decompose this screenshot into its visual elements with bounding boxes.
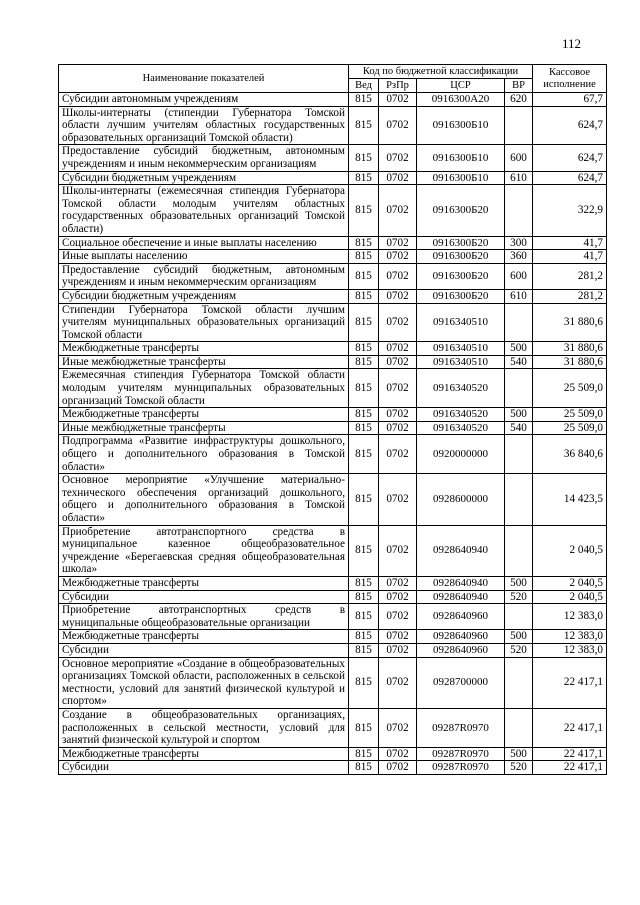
row-csr: 0916340510	[417, 355, 505, 369]
row-vr: 540	[505, 421, 533, 435]
row-rzpr: 0702	[379, 474, 417, 525]
row-rzpr: 0702	[379, 630, 417, 644]
row-rzpr: 0702	[379, 93, 417, 107]
row-rzpr: 0702	[379, 435, 417, 474]
row-vr: 600	[505, 145, 533, 171]
row-vr	[505, 106, 533, 145]
row-ved: 815	[349, 236, 379, 250]
row-amount: 36 840,6	[533, 435, 607, 474]
row-csr: 0916300Б20	[417, 236, 505, 250]
table-row	[59, 708, 607, 747]
header-name: Наименование показателей	[59, 65, 349, 93]
row-vr	[505, 474, 533, 525]
row-csr: 0916340510	[417, 303, 505, 342]
row-csr: 0916340520	[417, 369, 505, 408]
row-rzpr: 0702	[379, 303, 417, 342]
table-body	[59, 93, 607, 775]
row-csr: 0928640960	[417, 630, 505, 644]
row-ved: 815	[349, 630, 379, 644]
row-csr: 09287R0970	[417, 708, 505, 747]
row-amount: 67,7	[533, 93, 607, 107]
row-csr: 0928700000	[417, 657, 505, 708]
row-csr: 0916300Б20	[417, 185, 505, 236]
row-amount: 624,7	[533, 106, 607, 145]
row-rzpr: 0702	[379, 145, 417, 171]
row-name: Межбюджетные трансферты	[59, 408, 349, 422]
table-row	[59, 171, 607, 185]
row-ved: 815	[349, 408, 379, 422]
row-name: Предоставление субсидий бюджетным, автономным учреждениям и иным некоммерческим организациям	[59, 263, 349, 289]
row-rzpr: 0702	[379, 263, 417, 289]
row-name: Основное мероприятие «Создание в общеобразовательных организациях Томской области, расположенных в сельской местности, условий для занятий физической культурой и спортом»	[59, 657, 349, 708]
row-name: Основное мероприятие «Улучшение материально-технического обеспечения организаций дошкольного, общего и дополнительного образования в Томской области»	[59, 474, 349, 525]
row-ved: 815	[349, 474, 379, 525]
table-row	[59, 630, 607, 644]
row-csr: 0916300А20	[417, 93, 505, 107]
row-ved: 815	[349, 747, 379, 761]
row-name: Приобретение автотранспортного средства в муниципальное казенное общеобразовательное учреждение «Берегаевская средняя общеобразовательная школа»	[59, 525, 349, 576]
row-name: Субсидии бюджетным учреждениям	[59, 171, 349, 185]
row-vr: 520	[505, 590, 533, 604]
row-csr: 0916300Б20	[417, 263, 505, 289]
row-ved: 815	[349, 657, 379, 708]
row-rzpr: 0702	[379, 342, 417, 356]
row-name: Субсидии	[59, 643, 349, 657]
row-amount: 281,2	[533, 263, 607, 289]
row-ved: 815	[349, 604, 379, 630]
table-row	[59, 145, 607, 171]
row-csr: 0916300Б10	[417, 171, 505, 185]
row-name: Подпрограмма «Развитие инфраструктуры дошкольного, общего и дополнительного образования в Томской области»	[59, 435, 349, 474]
row-ved: 815	[349, 369, 379, 408]
row-ved: 815	[349, 106, 379, 145]
row-vr	[505, 185, 533, 236]
row-vr: 500	[505, 408, 533, 422]
row-csr: 0916300Б10	[417, 106, 505, 145]
row-amount: 22 417,1	[533, 761, 607, 775]
row-ved: 815	[349, 93, 379, 107]
table-row	[59, 604, 607, 630]
table-row	[59, 106, 607, 145]
row-vr: 540	[505, 355, 533, 369]
table-row	[59, 185, 607, 236]
row-vr	[505, 369, 533, 408]
row-name: Школы-интернаты (стипендии Губернатора Томской области лучшим учителям областных государственных образовательных организаций Томской области)	[59, 106, 349, 145]
row-vr: 520	[505, 643, 533, 657]
table-row	[59, 303, 607, 342]
table-header	[59, 65, 607, 93]
row-vr: 360	[505, 250, 533, 264]
header-vr: ВР	[505, 79, 533, 93]
row-csr: 0916340510	[417, 342, 505, 356]
row-csr: 0920000000	[417, 435, 505, 474]
header-code-group: Код по бюджетной классификации	[349, 65, 533, 79]
row-name: Субсидии бюджетным учреждениям	[59, 289, 349, 303]
row-amount: 12 383,0	[533, 604, 607, 630]
table-row	[59, 369, 607, 408]
table-row	[59, 408, 607, 422]
row-name: Предоставление субсидий бюджетным, автономным учреждениям и иным некоммерческим организациям	[59, 145, 349, 171]
row-name: Иные межбюджетные трансферты	[59, 421, 349, 435]
table-row	[59, 236, 607, 250]
row-rzpr: 0702	[379, 643, 417, 657]
row-ved: 815	[349, 576, 379, 590]
row-rzpr: 0702	[379, 355, 417, 369]
row-name: Школы-интернаты (ежемесячная стипендия Губернатора Томской области молодым учителям областных государственных образовательных организаций Томской области)	[59, 185, 349, 236]
row-amount: 31 880,6	[533, 355, 607, 369]
row-vr: 610	[505, 171, 533, 185]
row-amount: 25 509,0	[533, 369, 607, 408]
row-csr: 0928640940	[417, 576, 505, 590]
header-execution: Кассовое исполнение	[533, 65, 607, 93]
row-vr	[505, 657, 533, 708]
row-amount: 25 509,0	[533, 408, 607, 422]
row-amount: 12 383,0	[533, 630, 607, 644]
row-ved: 815	[349, 355, 379, 369]
row-ved: 815	[349, 250, 379, 264]
row-amount: 2 040,5	[533, 525, 607, 576]
table-row	[59, 747, 607, 761]
row-rzpr: 0702	[379, 747, 417, 761]
row-vr: 300	[505, 236, 533, 250]
row-rzpr: 0702	[379, 604, 417, 630]
row-name: Межбюджетные трансферты	[59, 747, 349, 761]
row-amount: 14 423,5	[533, 474, 607, 525]
row-amount: 22 417,1	[533, 657, 607, 708]
table-row	[59, 643, 607, 657]
table-row	[59, 525, 607, 576]
row-amount: 281,2	[533, 289, 607, 303]
row-csr: 0916300Б20	[417, 250, 505, 264]
row-csr: 0916340520	[417, 421, 505, 435]
row-vr	[505, 303, 533, 342]
table-row	[59, 289, 607, 303]
row-rzpr: 0702	[379, 289, 417, 303]
row-vr: 520	[505, 761, 533, 775]
row-amount: 25 509,0	[533, 421, 607, 435]
row-ved: 815	[349, 590, 379, 604]
page-number: 112	[561, 36, 581, 51]
row-rzpr: 0702	[379, 708, 417, 747]
row-name: Иные выплаты населению	[59, 250, 349, 264]
table-row	[59, 474, 607, 525]
row-amount: 322,9	[533, 185, 607, 236]
row-ved: 815	[349, 145, 379, 171]
row-csr: 0916300Б10	[417, 145, 505, 171]
row-rzpr: 0702	[379, 185, 417, 236]
row-amount: 41,7	[533, 250, 607, 264]
row-csr: 0928640940	[417, 590, 505, 604]
row-amount: 31 880,6	[533, 303, 607, 342]
row-name: Субсидии	[59, 590, 349, 604]
row-rzpr: 0702	[379, 369, 417, 408]
row-csr: 0916340520	[417, 408, 505, 422]
row-vr: 500	[505, 747, 533, 761]
row-name: Создание в общеобразовательных организациях, расположенных в сельской местности, условий для занятий физической культурой и спортом	[59, 708, 349, 747]
row-vr: 500	[505, 630, 533, 644]
row-ved: 815	[349, 435, 379, 474]
row-amount: 31 880,6	[533, 342, 607, 356]
row-ved: 815	[349, 289, 379, 303]
row-rzpr: 0702	[379, 421, 417, 435]
row-name: Социальное обеспечение и иные выплаты населению	[59, 236, 349, 250]
row-amount: 624,7	[533, 171, 607, 185]
row-amount: 41,7	[533, 236, 607, 250]
row-vr	[505, 708, 533, 747]
row-ved: 815	[349, 185, 379, 236]
row-rzpr: 0702	[379, 590, 417, 604]
table-row	[59, 576, 607, 590]
row-amount: 2 040,5	[533, 576, 607, 590]
row-ved: 815	[349, 708, 379, 747]
row-name: Стипендии Губернатора Томской области лучшим учителям муниципальных образовательных организаций Томской области	[59, 303, 349, 342]
row-csr: 09287R0970	[417, 747, 505, 761]
row-csr: 0928640960	[417, 604, 505, 630]
row-vr: 610	[505, 289, 533, 303]
row-rzpr: 0702	[379, 171, 417, 185]
row-csr: 0916300Б20	[417, 289, 505, 303]
row-vr	[505, 435, 533, 474]
row-rzpr: 0702	[379, 657, 417, 708]
row-rzpr: 0702	[379, 525, 417, 576]
header-ved: Вед	[349, 79, 379, 93]
row-name: Ежемесячная стипендия Губернатора Томской области молодым учителям муниципальных образовательных организаций Томской области	[59, 369, 349, 408]
row-vr: 500	[505, 342, 533, 356]
row-csr: 0928640940	[417, 525, 505, 576]
table-row	[59, 421, 607, 435]
row-amount: 12 383,0	[533, 643, 607, 657]
row-rzpr: 0702	[379, 250, 417, 264]
table-row	[59, 263, 607, 289]
table-row	[59, 342, 607, 356]
table-row	[59, 761, 607, 775]
row-amount: 22 417,1	[533, 708, 607, 747]
table-row	[59, 657, 607, 708]
header-csr: ЦСР	[417, 79, 505, 93]
row-rzpr: 0702	[379, 106, 417, 145]
table-row	[59, 590, 607, 604]
row-vr	[505, 604, 533, 630]
row-csr: 09287R0970	[417, 761, 505, 775]
row-rzpr: 0702	[379, 236, 417, 250]
row-name: Субсидии	[59, 761, 349, 775]
row-name: Межбюджетные трансферты	[59, 576, 349, 590]
row-vr: 600	[505, 263, 533, 289]
row-csr: 0928600000	[417, 474, 505, 525]
row-vr: 620	[505, 93, 533, 107]
table-row	[59, 93, 607, 107]
row-ved: 815	[349, 525, 379, 576]
row-name: Межбюджетные трансферты	[59, 342, 349, 356]
row-vr	[505, 525, 533, 576]
row-rzpr: 0702	[379, 576, 417, 590]
row-amount: 624,7	[533, 145, 607, 171]
row-amount: 2 040,5	[533, 590, 607, 604]
budget-table	[58, 64, 607, 775]
table-row	[59, 355, 607, 369]
row-ved: 815	[349, 263, 379, 289]
row-csr: 0928640960	[417, 643, 505, 657]
row-name: Межбюджетные трансферты	[59, 630, 349, 644]
row-ved: 815	[349, 171, 379, 185]
table-row	[59, 435, 607, 474]
row-amount: 22 417,1	[533, 747, 607, 761]
row-name: Приобретение автотранспортных средств в муниципальные общеобразовательные организации	[59, 604, 349, 630]
row-ved: 815	[349, 643, 379, 657]
row-ved: 815	[349, 761, 379, 775]
row-vr: 500	[505, 576, 533, 590]
row-ved: 815	[349, 342, 379, 356]
row-rzpr: 0702	[379, 408, 417, 422]
row-name: Субсидии автономным учреждениям	[59, 93, 349, 107]
row-name: Иные межбюджетные трансферты	[59, 355, 349, 369]
row-rzpr: 0702	[379, 761, 417, 775]
table-row	[59, 250, 607, 264]
header-rzpr: РзПр	[379, 79, 417, 93]
row-ved: 815	[349, 421, 379, 435]
row-ved: 815	[349, 303, 379, 342]
